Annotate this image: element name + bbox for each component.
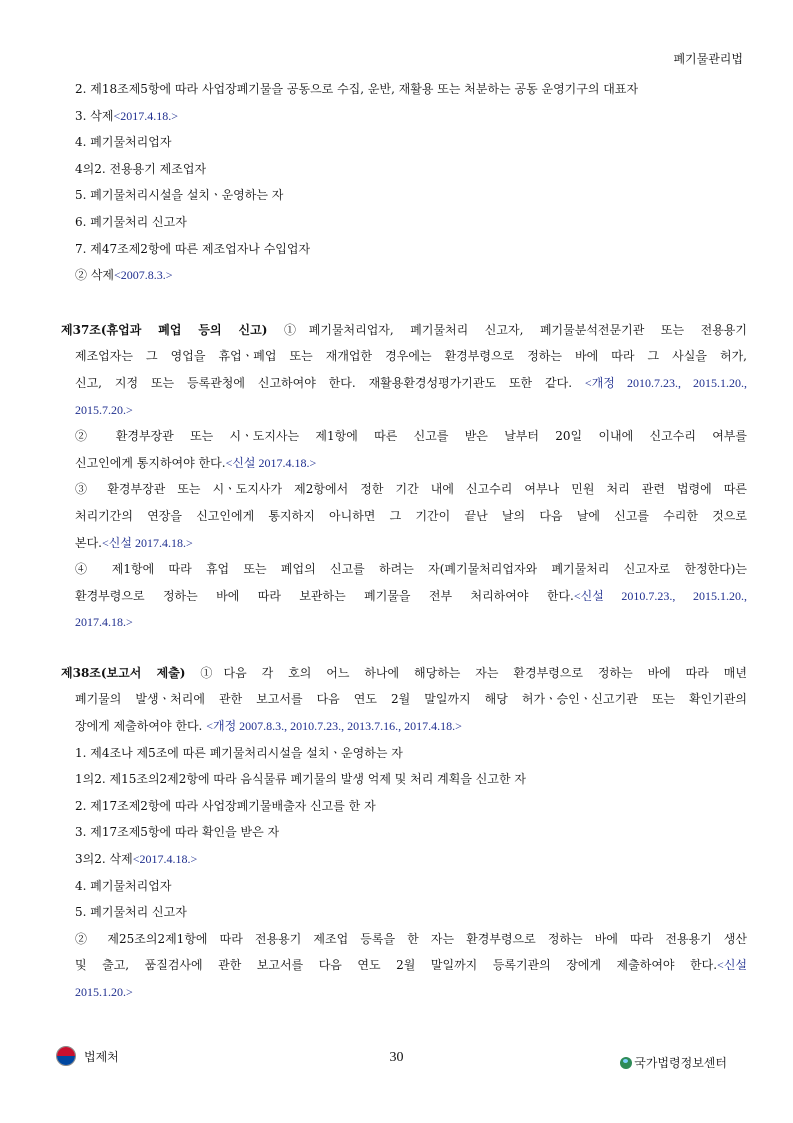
paragraph-line: ③ 환경부장관 또는 시ㆍ도지사가 제2항에서 정한 기간 내에 신고수리 여부나 민원 처리 관련 법령에 따른: [75, 482, 747, 497]
article-line: 폐기물의 발생ㆍ처리에 관한 보고서를 다음 연도 2월 말일까지 해당 허가ㆍ승인ㆍ신고기관 또는 확인기관의: [75, 692, 747, 707]
amendment-note: <개정 2007.8.3., 2010.7.23., 2013.7.16., 2017.4.18.>: [206, 719, 462, 734]
paragraph-line: [75, 530, 747, 557]
list-item: 2. 제17조제2항에 따라 사업장폐기물배출자 신고를 한 자: [75, 798, 376, 813]
list-item-text: 3. 삭제: [75, 108, 114, 123]
list-item: [75, 262, 747, 289]
paragraph-line: [75, 450, 747, 477]
article-line: 제조업자는 그 영업을 휴업ㆍ폐업 또는 재개업한 경우에는 환경부령으로 정하는 바에 따라 그 사실을 허가,: [75, 349, 747, 364]
amendment-note: <2007.8.3.>: [114, 268, 173, 283]
paragraph-text: 환경부령으로 정하는 바에 따라 보관하는 폐기물을 전부 처리하여야 한다.: [75, 588, 574, 603]
list-item: 7. 제47조제2항에 따른 제조업자나 수입업자: [75, 241, 311, 256]
amendment-note: <신설 2010.7.23., 2015.1.20.,: [573, 588, 748, 603]
paragraph-text: 및 출고, 품질검사에 관한 보고서를 다음 연도 2월 말일까지 등록기관의 장에게 제출하여야 한다.: [75, 958, 718, 973]
list-item: 2. 제18조제5항에 따라 사업장폐기물을 공동으로 수집, 운반, 재활용 또는 처분하는 공동 운영기구의 대표자: [75, 82, 639, 96]
spacer: [75, 636, 747, 660]
document-body: [61, 76, 748, 1006]
list-item-text: ② 삭제: [75, 268, 114, 283]
globe-logo-icon: [620, 1057, 632, 1069]
paragraph-line: ② 제25조의2제1항에 따라 전용용기 제조업 등록을 한 자는 환경부령으로 정하는 바에 따라 전용용기 생산: [75, 931, 747, 946]
amendment-note: <개정 2010.7.23., 2015.1.20.,: [584, 375, 748, 390]
list-item: 1. 제4조나 제5조에 따른 폐기물처리시설을 설치ㆍ운영하는 자: [75, 745, 403, 760]
list-item: 3. 제17조제5항에 따라 확인을 받은 자: [75, 825, 280, 840]
list-item-text: 3의2. 삭제: [75, 852, 133, 867]
list-item: 6. 폐기물처리 신고자: [75, 214, 187, 229]
list-item: 4. 폐기물처리업자: [75, 878, 172, 893]
paragraph-text: 본다.: [75, 535, 102, 550]
amendment-note: <신설: [717, 958, 747, 973]
amendment-note: <신설 2017.4.18.>: [102, 535, 193, 550]
law-title: 폐기물관리법: [673, 52, 743, 66]
paragraph-line: [75, 952, 747, 979]
article-37-heading: [61, 317, 747, 344]
list-item: 5. 폐기물처리 신고자: [75, 905, 187, 920]
list-item: [75, 846, 747, 873]
paragraph-text: 신고인에게 통지하여야 한다.: [75, 455, 226, 470]
amendment-note: <신설 2017.4.18.>: [225, 455, 317, 470]
list-item: [75, 103, 747, 130]
article-label: 제38조(보고서 제출): [61, 665, 186, 680]
spacer: [75, 289, 747, 317]
paragraph-line: [75, 583, 747, 610]
article-text: 장에게 제출하여야 한다.: [75, 719, 203, 734]
amendment-note: 2015.7.20.>: [75, 402, 133, 417]
list-item: 4. 폐기물처리업자: [75, 135, 172, 150]
paragraph-line: 처리기간의 연장을 신고인에게 통지하지 아니하면 그 기간이 끝난 날의 다음 날에 신고를 수리한 것으로: [75, 508, 747, 523]
article-line: [75, 713, 747, 740]
article-text: ①다음 각 호의 어느 하나에 해당하는 자는 환경부령으로 정하는 바에 따라 매년: [200, 665, 747, 680]
paragraph-line: ② 환경부장관 또는 시ㆍ도지사는 제1항에 따른 신고를 받은 날부터 20일 이내에 신고수리 여부를: [75, 429, 747, 444]
footer-left-label: 법제처: [84, 1049, 119, 1064]
article-38-heading: [61, 660, 747, 687]
list-item: 5. 폐기물처리시설을 설치ㆍ운영하는 자: [75, 188, 284, 203]
list-item: 4의2. 전용용기 제조업자: [75, 161, 207, 176]
article-text: ①폐기물처리업자, 폐기물처리 신고자, 폐기물분석전문기관 또는 전용용기: [283, 322, 747, 337]
footer-right-label: 국가법령정보센터: [634, 1056, 727, 1070]
amendment-note: <2017.4.18.>: [132, 852, 198, 867]
amendment-note: 2015.1.20.>: [75, 985, 133, 999]
amendment-note: 2017.4.18.>: [75, 615, 133, 630]
amendment-note: <2017.4.18.>: [113, 108, 178, 123]
article-line: [75, 370, 747, 397]
article-label: 제37조(휴업과 폐업 등의 신고): [61, 322, 268, 337]
list-item: 1의2. 제15조의2제2항에 따라 음식물류 폐기물의 발생 억제 및 처리 계획을 신고한 자: [75, 772, 526, 787]
footer-right: [620, 1054, 727, 1071]
article-text: 신고, 지정 또는 등록관청에 신고하여야 한다. 재활용환경성평가기관도 또한 같다.: [75, 375, 573, 390]
page-number: 30: [389, 1050, 404, 1065]
paragraph-line: ④ 제1항에 따라 휴업 또는 폐업의 신고를 하려는 자(폐기물처리업자와 폐기물처리 신고자로 한정한다)는: [75, 562, 747, 577]
